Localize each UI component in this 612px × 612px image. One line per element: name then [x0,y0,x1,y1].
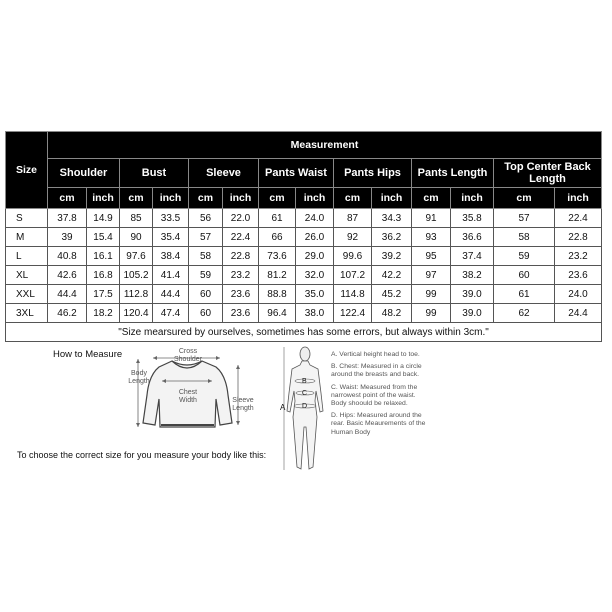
unit-header: inch [296,188,334,209]
value-cell: 59 [189,266,223,285]
value-cell: 17.5 [87,285,120,304]
table-row [6,247,602,266]
note-waist: C. Waist: Measured from the narrowest point of the waist. Body shoould be relaxed. [331,383,418,408]
measurement-header: Measurement [48,132,602,159]
value-cell: 66 [259,228,296,247]
value-cell: 97 [412,266,451,285]
value-cell: 24.0 [555,285,602,304]
note-chest: B. Chest: Measured in a circle around the breasts and back. [331,363,422,379]
value-cell: 23.2 [555,247,602,266]
value-cell: 107.2 [334,266,372,285]
value-cell: 85 [120,209,153,228]
value-cell: 99.6 [334,247,372,266]
value-cell: 44.4 [153,285,189,304]
value-cell: 122.4 [334,304,372,323]
unit-header: cm [494,188,555,209]
unit-header: inch [153,188,189,209]
value-cell: 35.0 [296,285,334,304]
value-cell: 42.6 [48,266,87,285]
column-header: Pants Waist [259,159,334,188]
value-cell: 114.8 [334,285,372,304]
value-cell: 39.0 [451,285,494,304]
value-cell: 96.4 [259,304,296,323]
measurement-notes [331,351,431,441]
column-header: Shoulder [48,159,120,188]
value-cell: 60 [189,285,223,304]
value-cell: 58 [189,247,223,266]
size-cell: S [6,209,48,228]
letter-c: C [302,390,308,397]
value-cell: 22.8 [555,228,602,247]
value-cell: 105.2 [120,266,153,285]
value-cell: 41.4 [153,266,189,285]
value-cell: 22.4 [555,209,602,228]
value-cell: 92 [334,228,372,247]
value-cell: 120.4 [120,304,153,323]
value-cell: 38.4 [153,247,189,266]
column-header: Top Center Back Length [494,159,602,188]
value-cell: 56 [189,209,223,228]
value-cell: 61 [494,285,555,304]
value-cell: 88.8 [259,285,296,304]
size-cell: L [6,247,48,266]
size-cell: XL [6,266,48,285]
value-cell: 60 [189,304,223,323]
value-cell: 33.5 [153,209,189,228]
unit-header: inch [451,188,494,209]
value-cell: 34.3 [372,209,412,228]
column-header: Pants Length [412,159,494,188]
value-cell: 90 [120,228,153,247]
size-cell: M [6,228,48,247]
value-cell: 36.2 [372,228,412,247]
size-cell: XXL [6,285,48,304]
value-cell: 112.8 [120,285,153,304]
value-cell: 61 [259,209,296,228]
size-header: Size [6,132,48,209]
value-cell: 59 [494,247,555,266]
table-row [6,209,602,228]
value-cell: 23.6 [223,304,259,323]
column-header: Sleeve [189,159,259,188]
size-cell: 3XL [6,304,48,323]
value-cell: 87 [334,209,372,228]
unit-header: inch [223,188,259,209]
unit-header: inch [555,188,602,209]
value-cell: 93 [412,228,451,247]
unit-header: cm [412,188,451,209]
value-cell: 99 [412,285,451,304]
value-cell: 29.0 [296,247,334,266]
table-row [6,304,602,323]
value-cell: 42.2 [372,266,412,285]
value-cell: 18.2 [87,304,120,323]
value-cell: 22.8 [223,247,259,266]
value-cell: 24.0 [296,209,334,228]
value-cell: 37.8 [48,209,87,228]
value-cell: 38.2 [451,266,494,285]
value-cell: 60 [494,266,555,285]
size-chart-table [5,131,602,342]
table-footnote: "Size mearsured by ourselves, sometimes has some errors, but always within 3cm." [6,323,602,342]
value-cell: 24.4 [555,304,602,323]
value-cell: 26.0 [296,228,334,247]
chest-width-label: Chest Width [178,389,198,404]
value-cell: 39.2 [372,247,412,266]
value-cell: 48.2 [372,304,412,323]
value-cell: 15.4 [87,228,120,247]
column-header: Pants Hips [334,159,412,188]
table-row [6,266,602,285]
value-cell: 99 [412,304,451,323]
value-cell: 57 [189,228,223,247]
value-cell: 16.8 [87,266,120,285]
value-cell: 23.6 [223,285,259,304]
value-cell: 62 [494,304,555,323]
value-cell: 39.0 [451,304,494,323]
unit-header: cm [120,188,153,209]
table-row [6,228,602,247]
value-cell: 35.4 [153,228,189,247]
value-cell: 14.9 [87,209,120,228]
unit-header: inch [87,188,120,209]
letter-d: D [302,403,308,410]
note-hips: D. Hips: Measured around the rear. Basic Meaurements of the Human Body [331,412,426,436]
value-cell: 36.6 [451,228,494,247]
choose-size-instruction: To choose the correct size for you measure your body like this: [17,450,267,460]
unit-header: cm [259,188,296,209]
value-cell: 38.0 [296,304,334,323]
value-cell: 44.4 [48,285,87,304]
value-cell: 73.6 [259,247,296,266]
value-cell: 23.6 [555,266,602,285]
value-cell: 39 [48,228,87,247]
column-header: Bust [120,159,189,188]
unit-header: cm [334,188,372,209]
cross-shoulder-label: Cross Shoulder [173,348,203,363]
value-cell: 40.8 [48,247,87,266]
sleeve-length-label: Sleeve Length [232,397,254,412]
letter-b: B [302,378,307,385]
value-cell: 81.2 [259,266,296,285]
value-cell: 23.2 [223,266,259,285]
value-cell: 58 [494,228,555,247]
table-row [6,285,602,304]
letter-a: A [280,403,286,412]
how-to-measure-title: How to Measure [53,349,123,360]
value-cell: 95 [412,247,451,266]
value-cell: 97.6 [120,247,153,266]
value-cell: 46.2 [48,304,87,323]
value-cell: 32.0 [296,266,334,285]
value-cell: 91 [412,209,451,228]
value-cell: 45.2 [372,285,412,304]
value-cell: 22.4 [223,228,259,247]
unit-header: cm [189,188,223,209]
unit-header: inch [372,188,412,209]
value-cell: 37.4 [451,247,494,266]
value-cell: 47.4 [153,304,189,323]
body-length-label: Body Length [128,370,150,385]
value-cell: 16.1 [87,247,120,266]
note-height: A. Vertical height head to toe. [331,351,420,358]
unit-header: cm [48,188,87,209]
value-cell: 22.0 [223,209,259,228]
value-cell: 35.8 [451,209,494,228]
value-cell: 57 [494,209,555,228]
